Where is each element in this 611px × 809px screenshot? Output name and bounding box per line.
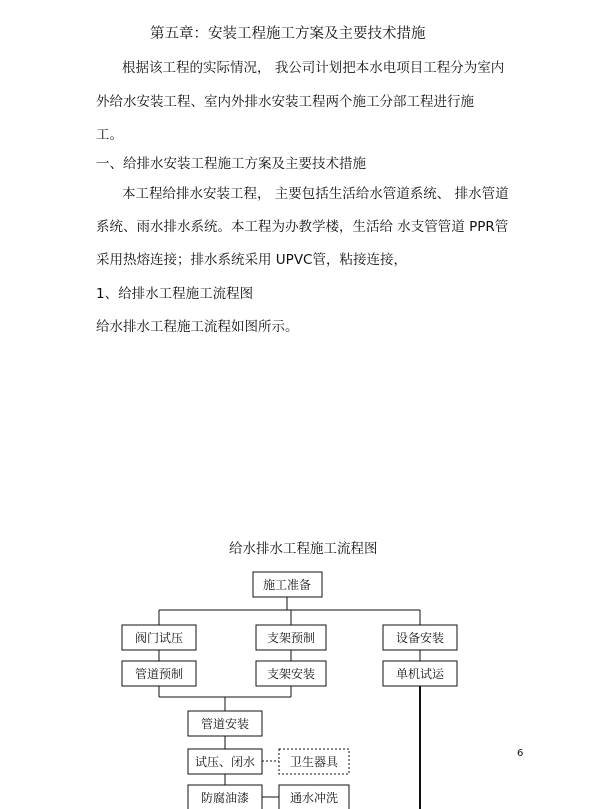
paragraph-line: 工。 bbox=[96, 127, 123, 143]
node-pipe-install-label: 管道安装 bbox=[200, 717, 250, 731]
chapter-title: 第五章：安装工程施工方案及主要技术措施 bbox=[150, 26, 426, 42]
paragraph-line: 本工程给排水安装工程， 主要包括生活给水管道系统、 排水管道 bbox=[122, 186, 509, 202]
node-bracket-prefab-label: 支架预制 bbox=[266, 631, 316, 645]
paragraph-line: 采用热熔连接；排水系统采用 UPVC管，粘接连接， bbox=[96, 252, 407, 268]
subsection-heading: 1、给排水工程施工流程图 bbox=[96, 286, 254, 302]
paragraph-line: 给水排水工程施工流程如图所示。 bbox=[96, 319, 299, 335]
node-anticorrosion-label: 防腐油漆 bbox=[200, 791, 250, 805]
page-number: 6 bbox=[517, 748, 524, 759]
flowchart-title: 给水排水工程施工流程图 bbox=[229, 541, 378, 557]
node-valve-test-label: 阀门试压 bbox=[134, 631, 184, 645]
section-heading: 一、给排水安装工程施工方案及主要技术措施 bbox=[96, 156, 366, 172]
node-sanitary-label: 卫生器具 bbox=[289, 755, 339, 769]
node-flushing-label: 通水冲洗 bbox=[289, 791, 339, 805]
paragraph-line: 根据该工程的实际情况， 我公司计划把本水电项目工程分为室内 bbox=[122, 60, 505, 76]
node-single-run-label: 单机试运 bbox=[395, 667, 445, 681]
node-bracket-install-label: 支架安装 bbox=[266, 667, 316, 681]
node-pressure-test-label: 试压、闭水 bbox=[194, 755, 256, 769]
node-equipment-install-label: 设备安装 bbox=[395, 631, 445, 645]
paragraph-line: 系统、雨水排水系统。本工程为办教学楼，生活给 水支管管道 PPR管 bbox=[96, 219, 509, 235]
paragraph-line: 外给水安装工程、室内外排水安装工程两个施工分部工程进行施 bbox=[96, 94, 474, 110]
node-pipe-prefab-label: 管道预制 bbox=[134, 667, 184, 681]
node-prep-label: 施工准备 bbox=[262, 578, 312, 592]
